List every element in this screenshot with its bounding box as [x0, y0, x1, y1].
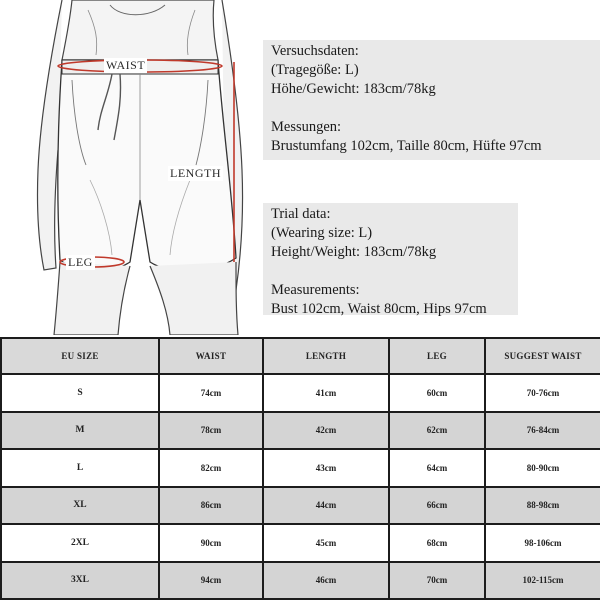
suggest-waist-cell: 80-90cm [485, 449, 600, 487]
english-measurements: Bust 102cm, Waist 80cm, Hips 97cm [271, 301, 487, 317]
english-wearing-size: (Wearing size: L) [271, 225, 373, 241]
length-cell: 44cm [263, 487, 389, 525]
size-cell: S [1, 374, 159, 412]
leg-cell: 60cm [389, 374, 485, 412]
german-measurements-heading: Messungen: [271, 119, 342, 135]
waist-label: WAIST [106, 58, 146, 72]
leg-label: LEG [68, 255, 93, 269]
table-row [1, 449, 600, 487]
length-label: LENGTH [170, 166, 221, 180]
header-leg: LEG [389, 338, 485, 374]
leg-cell: 70cm [389, 562, 485, 600]
suggest-waist-cell: 98-106cm [485, 524, 600, 562]
table-row [1, 562, 600, 600]
leg-cell: 64cm [389, 449, 485, 487]
model-figure [0, 0, 265, 335]
german-measurements: Brustumfang 102cm, Taille 80cm, Hüfte 97cm [271, 138, 542, 154]
leg-cell: 62cm [389, 412, 485, 450]
length-cell: 42cm [263, 412, 389, 450]
table-row [1, 487, 600, 525]
header-waist: WAIST [159, 338, 263, 374]
english-heading: Trial data: [271, 206, 331, 222]
leg-cell: 68cm [389, 524, 485, 562]
leg-cell: 66cm [389, 487, 485, 525]
length-cell: 41cm [263, 374, 389, 412]
suggest-waist-cell: 70-76cm [485, 374, 600, 412]
size-cell: 3XL [1, 562, 159, 600]
waist-cell: 86cm [159, 487, 263, 525]
header-eu-size: EU SIZE [1, 338, 159, 374]
size-cell: XL [1, 487, 159, 525]
header-suggest-waist: SUGGEST WAIST [485, 338, 600, 374]
waist-cell: 82cm [159, 449, 263, 487]
size-cell: 2XL [1, 524, 159, 562]
trial-data-english [263, 203, 518, 315]
english-height-weight: Height/Weight: 183cm/78kg [271, 244, 437, 260]
shorts-sketch [0, 0, 265, 335]
length-cell: 45cm [263, 524, 389, 562]
size-chart-table [0, 337, 600, 600]
suggest-waist-cell: 76-84cm [485, 412, 600, 450]
table-row [1, 524, 600, 562]
german-wearing-size: (Tragegöße: L) [271, 62, 359, 78]
english-measurements-heading: Measurements: [271, 282, 360, 298]
waist-cell: 94cm [159, 562, 263, 600]
waist-cell: 78cm [159, 412, 263, 450]
size-cell: M [1, 412, 159, 450]
length-cell: 46cm [263, 562, 389, 600]
size-cell: L [1, 449, 159, 487]
header-length: LENGTH [263, 338, 389, 374]
waist-cell: 90cm [159, 524, 263, 562]
suggest-waist-cell: 102-115cm [485, 562, 600, 600]
suggest-waist-cell: 88-98cm [485, 487, 600, 525]
german-heading: Versuchsdaten: [271, 43, 359, 59]
table-row [1, 374, 600, 412]
length-cell: 43cm [263, 449, 389, 487]
german-height-weight: Höhe/Gewicht: 183cm/78kg [271, 81, 436, 97]
table-header-row [1, 338, 600, 374]
table-row [1, 412, 600, 450]
waist-cell: 74cm [159, 374, 263, 412]
trial-data-german [263, 40, 600, 160]
